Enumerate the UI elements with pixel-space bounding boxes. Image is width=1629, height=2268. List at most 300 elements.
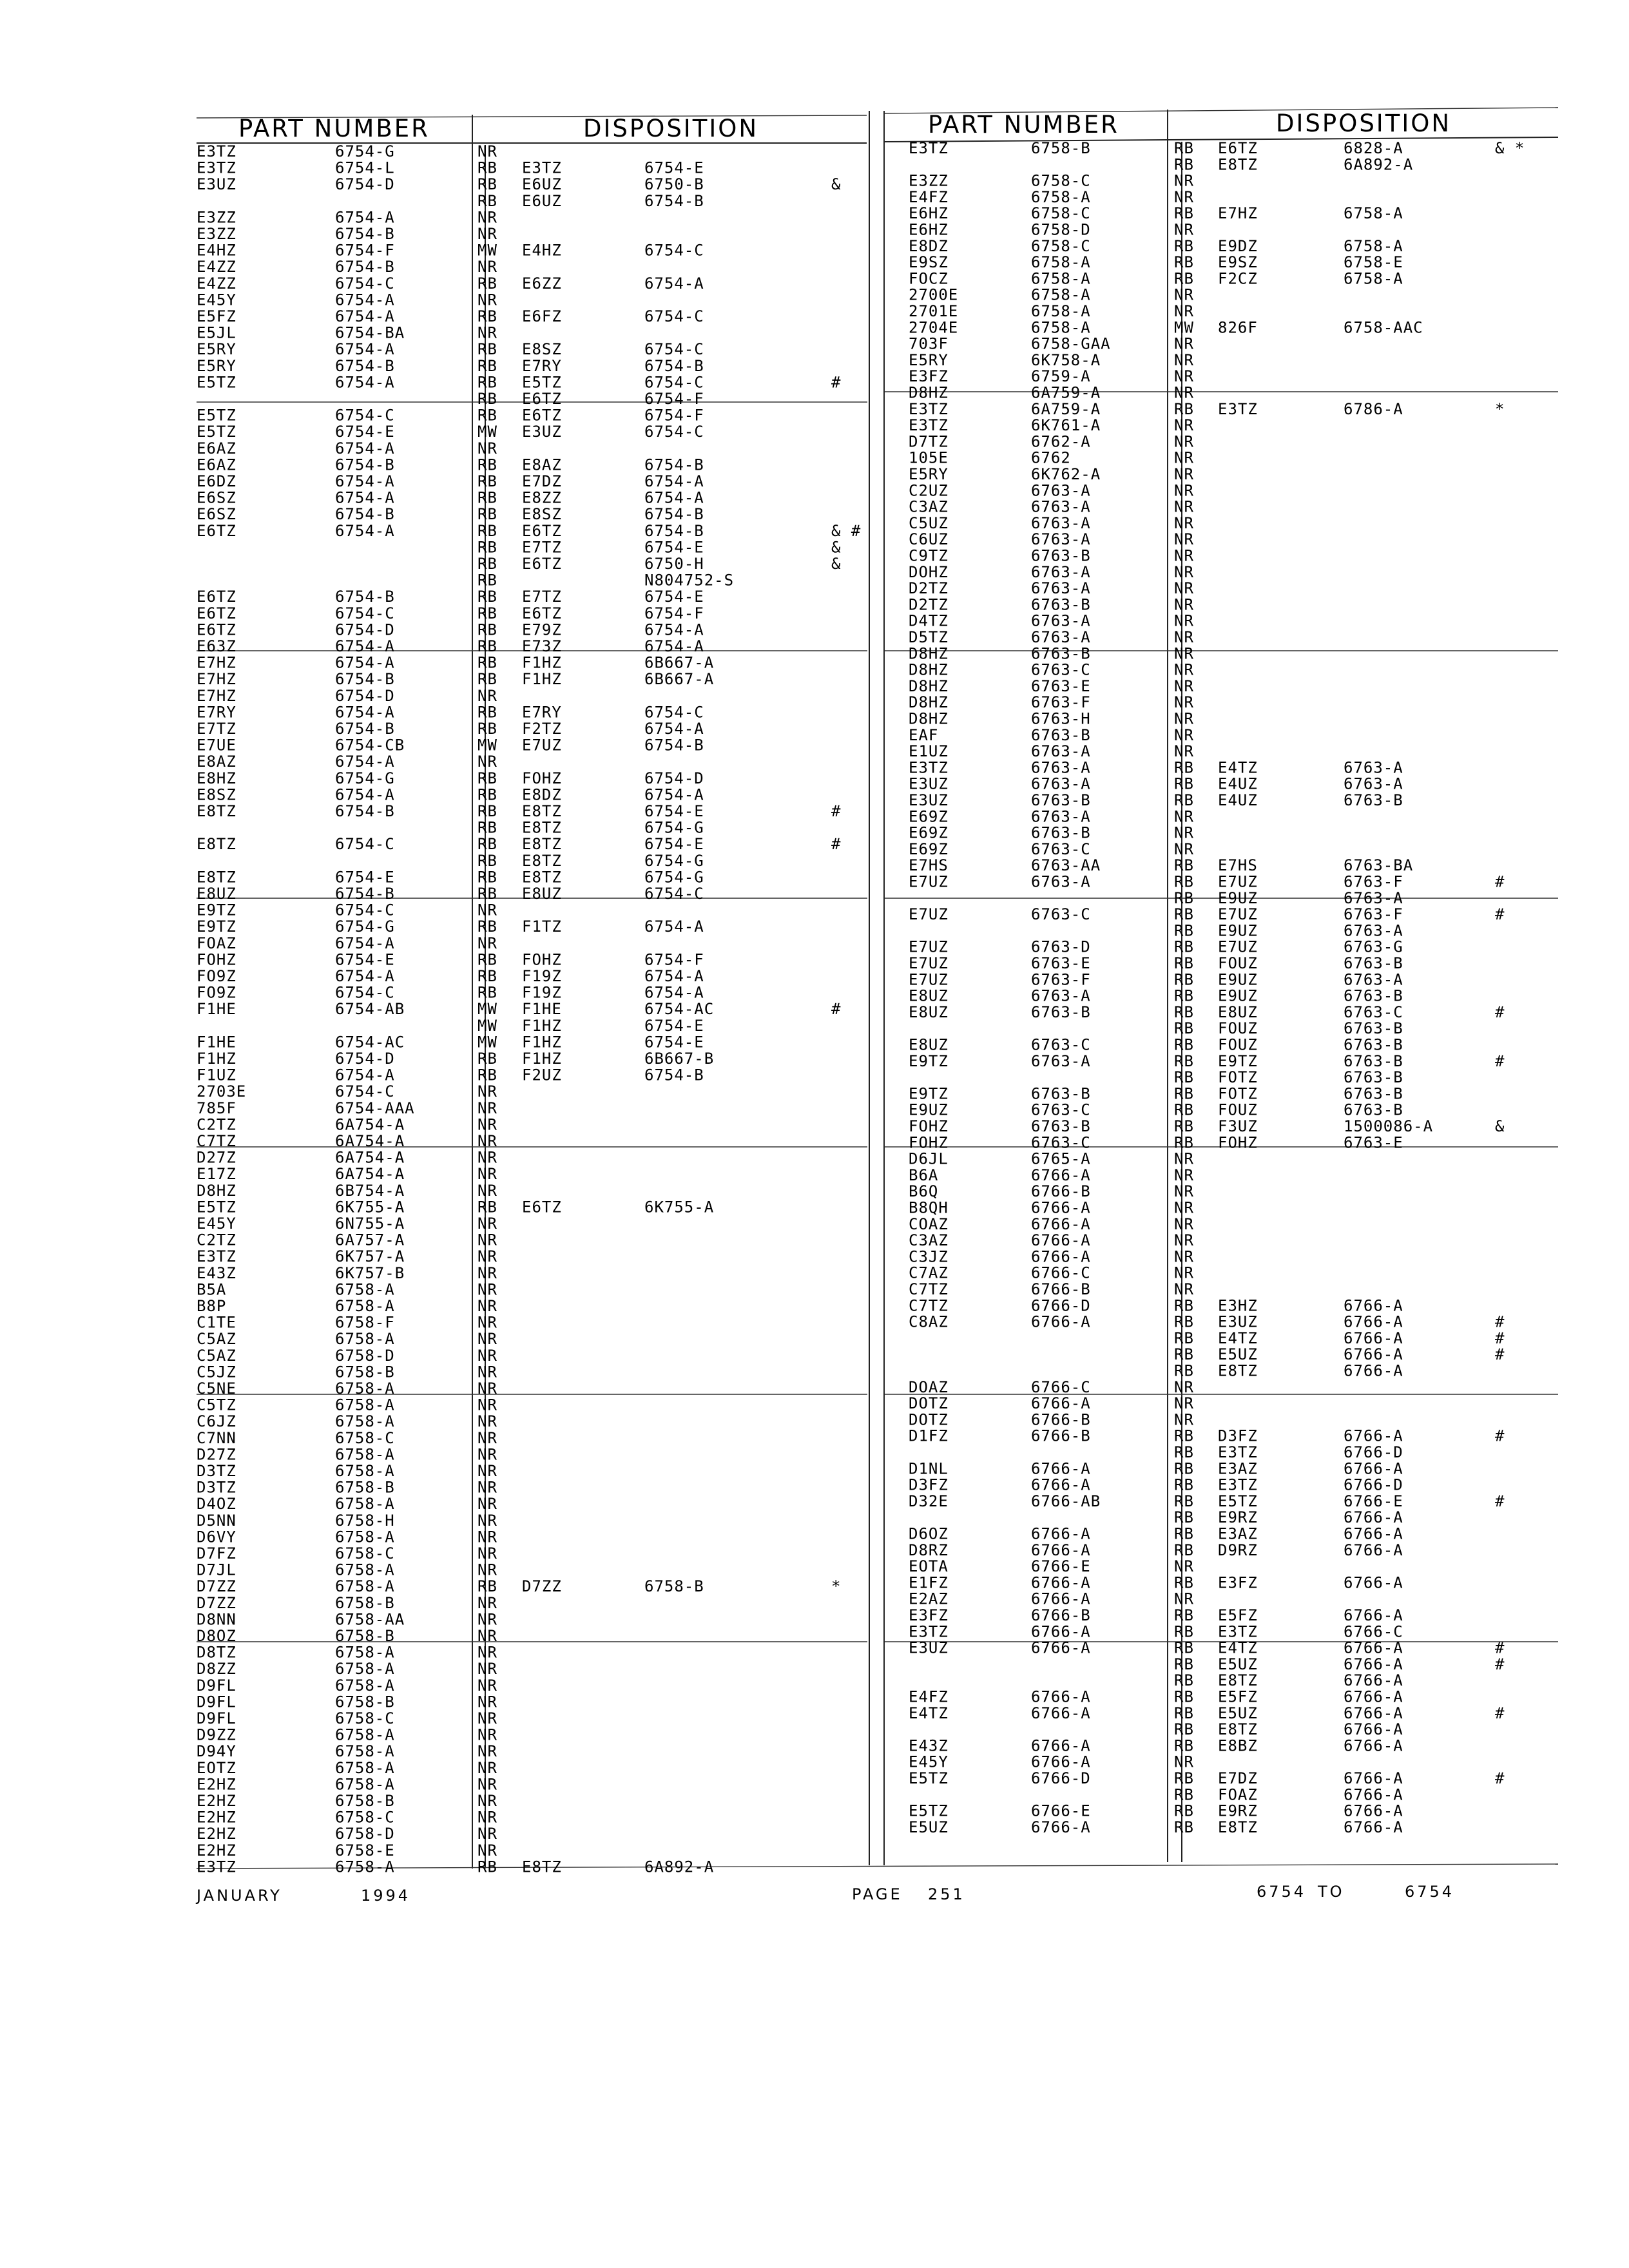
table-row: [1174, 155, 1413, 173]
replacement-base: 6754-B: [644, 356, 704, 375]
disposition-code: NR: [477, 1132, 497, 1150]
part-prefix: E3TZ: [197, 142, 236, 160]
replacement-base: 6754-F: [644, 604, 704, 622]
part-prefix: D4TZ: [909, 611, 949, 630]
replacement-base: 6K755-A: [644, 1198, 715, 1216]
note-flag: #: [1495, 1492, 1505, 1510]
table-row: [909, 1133, 1403, 1151]
replacement-base: 6754-A: [644, 720, 704, 738]
disposition-code: RB: [1174, 1769, 1194, 1787]
disposition-code: NR: [477, 1115, 497, 1134]
table-row: [197, 620, 704, 639]
disposition-code: NR: [477, 1148, 497, 1167]
disposition-code: NR: [477, 1511, 497, 1530]
disposition-code: NR: [477, 1462, 497, 1480]
disposition-code: NR: [477, 1412, 497, 1431]
part-base: 6K757-A: [335, 1247, 405, 1266]
replacement-base: 6754-E: [644, 538, 704, 557]
part-base: 6763-H: [1031, 709, 1091, 728]
part-base: 6766-A: [1031, 1475, 1091, 1494]
part-prefix: D9FL: [197, 1693, 236, 1711]
part-prefix: D3TZ: [197, 1478, 236, 1497]
disposition-code: NR: [1174, 1149, 1194, 1168]
part-base: 6763-A: [1031, 562, 1091, 581]
part-prefix: E3TZ: [909, 416, 949, 435]
part-prefix: C6UZ: [909, 530, 949, 549]
replacement-prefix: E7TZ: [522, 588, 562, 606]
replacement-prefix: E9RZ: [1218, 1508, 1258, 1527]
part-prefix: 785F: [197, 1099, 236, 1117]
disposition-code: NR: [477, 1841, 497, 1860]
disposition-code: RB: [1174, 1084, 1194, 1103]
table-row: [909, 1215, 1194, 1233]
part-base: 6754-D: [335, 620, 395, 639]
part-base: 6763-B: [1031, 1003, 1091, 1021]
disposition-code: NR: [1174, 807, 1194, 826]
part-base: 6763-A: [1031, 579, 1091, 598]
table-row: [197, 1165, 497, 1183]
disposition-code: NR: [1174, 432, 1194, 451]
disposition-code: NR: [477, 1379, 497, 1398]
table-row: [197, 1429, 497, 1447]
part-prefix: E8UZ: [197, 885, 236, 903]
table-row: [197, 785, 704, 803]
replacement-prefix: E3AZ: [1218, 1524, 1258, 1543]
part-prefix: E3FZ: [909, 1606, 949, 1624]
replacement-prefix: FOTZ: [1218, 1068, 1258, 1087]
part-prefix: E7UZ: [909, 970, 949, 989]
table-row: [197, 208, 497, 226]
part-prefix: D8HZ: [909, 709, 949, 728]
part-base: 6754-A: [335, 521, 395, 540]
part-prefix: C2TZ: [197, 1231, 236, 1249]
right-part-number-header: PART NUMBER: [928, 111, 1119, 139]
part-prefix: D6VY: [197, 1528, 236, 1546]
replacement-base: 6758-A: [1344, 236, 1403, 255]
replacement-base: 6754-A: [644, 918, 704, 936]
replacement-base: 6754-C: [644, 423, 704, 441]
part-prefix: FOAZ: [197, 934, 236, 952]
replacement-prefix: E5TZ: [1218, 1492, 1258, 1510]
part-prefix: E7TZ: [197, 720, 236, 738]
part-base: 6758-A: [335, 1561, 395, 1579]
table-row: [197, 984, 704, 1002]
disposition-code: NR: [1174, 644, 1194, 663]
disposition-code: NR: [477, 1297, 497, 1315]
part-prefix: E6DZ: [197, 472, 236, 490]
table-row: [197, 1726, 497, 1744]
replacement-prefix: F1HZ: [522, 1050, 562, 1068]
table-row: [197, 1841, 497, 1860]
part-prefix: E6TZ: [197, 604, 236, 622]
part-base: 6766-A: [1031, 1459, 1091, 1478]
part-prefix: D7FZ: [197, 1544, 236, 1562]
part-base: 6A754-A: [335, 1148, 405, 1167]
part-base: 6754-A: [335, 307, 395, 325]
part-prefix: E9TZ: [909, 1052, 949, 1070]
replacement-base: 6B667-A: [644, 653, 715, 672]
disposition-code: RB: [477, 720, 497, 738]
replacement-base: 6763-B: [1344, 1035, 1403, 1054]
part-prefix: C5UZ: [909, 514, 949, 532]
table-row: [909, 400, 1505, 418]
replacement-base: 6754-F: [644, 390, 704, 408]
table-row: [909, 335, 1194, 353]
table-row: [909, 579, 1194, 597]
part-base: 6A754-A: [335, 1115, 405, 1134]
part-base: 6763-B: [1031, 1084, 1091, 1103]
disposition-code: NR: [477, 1428, 497, 1447]
part-prefix: C5JZ: [197, 1363, 236, 1381]
replacement-base: 6766-A: [1344, 1524, 1403, 1543]
part-base: 6758-B: [335, 1693, 395, 1711]
table-row: [909, 840, 1194, 858]
table-row: [909, 1280, 1194, 1298]
table-row: [197, 934, 497, 952]
part-base: 6766-A: [1031, 1590, 1091, 1608]
replacement-base: 6763-F: [1344, 905, 1403, 924]
part-base: 6N755-A: [335, 1215, 405, 1233]
part-base: 6758-B: [1031, 139, 1091, 157]
part-prefix: B5A: [197, 1280, 227, 1299]
table-row: [909, 563, 1194, 581]
part-base: 6754-B: [335, 885, 395, 903]
table-row: [477, 819, 704, 837]
part-prefix: E45Y: [197, 291, 236, 309]
replacement-prefix: E8TZ: [1218, 1671, 1258, 1690]
note-flag: #: [831, 802, 842, 820]
disposition-code: NR: [477, 1264, 497, 1282]
replacement-prefix: E73Z: [522, 637, 562, 655]
replacement-base: 6754-B: [644, 456, 704, 474]
table-row: [909, 1541, 1403, 1559]
table-row: [909, 514, 1194, 532]
replacement-base: 6754-C: [644, 241, 704, 260]
disposition-code: NR: [477, 1363, 497, 1381]
table-row: [909, 1590, 1194, 1608]
table-row: [909, 612, 1194, 630]
table-row: [909, 1753, 1194, 1771]
part-prefix: E45Y: [909, 1753, 949, 1771]
replacement-base: 6754-E: [644, 1016, 704, 1035]
table-row: [909, 367, 1194, 385]
part-prefix: D8HZ: [909, 693, 949, 712]
disposition-code: RB: [1174, 1785, 1194, 1804]
table-row: [477, 192, 704, 210]
part-base: 6A757-A: [335, 1231, 405, 1249]
disposition-code: NR: [477, 1231, 497, 1249]
disposition-code: RB: [477, 1577, 497, 1596]
part-prefix: C5AZ: [197, 1346, 236, 1365]
disposition-code: NR: [1174, 1215, 1194, 1233]
part-base: 6754-C: [335, 835, 395, 854]
replacement-prefix: E8TZ: [522, 835, 562, 854]
disposition-code: RB: [1174, 1704, 1194, 1722]
table-row: [909, 1036, 1403, 1054]
disposition-code: NR: [477, 439, 497, 457]
replacement-base: 6766-D: [1344, 1475, 1403, 1494]
part-prefix: E5UZ: [909, 1818, 949, 1836]
replacement-prefix: E4UZ: [1218, 774, 1258, 793]
table-row: [909, 1818, 1403, 1836]
replacement-base: 6766-A: [1344, 1639, 1403, 1657]
disposition-code: RB: [1174, 1687, 1194, 1706]
disposition-code: NR: [1174, 1590, 1194, 1608]
part-prefix: E7RY: [197, 703, 236, 722]
part-prefix: D7ZZ: [197, 1593, 236, 1612]
replacement-base: 6754-E: [644, 802, 704, 820]
table-row: [197, 1594, 497, 1612]
table-row: [909, 758, 1403, 776]
replacement-base: 6763-BA: [1344, 856, 1414, 875]
replacement-prefix: D3FZ: [1218, 1427, 1258, 1445]
replacement-base: 6763-A: [1344, 758, 1403, 777]
left-disposition-header: DISPOSITION: [583, 115, 759, 142]
disposition-code: RB: [477, 918, 497, 936]
table-row: [1174, 1068, 1403, 1086]
part-prefix: E3UZ: [909, 791, 949, 809]
replacement-base: 6766-A: [1344, 1785, 1403, 1804]
table-row: [909, 905, 1505, 923]
disposition-code: RB: [477, 1858, 497, 1876]
part-prefix: E6TZ: [197, 588, 236, 606]
replacement-base: 6754-C: [644, 703, 704, 722]
disposition-code: NR: [1174, 1264, 1194, 1282]
part-base: 6763-A: [1031, 1052, 1091, 1070]
replacement-base: 6763-B: [1344, 1100, 1403, 1119]
replacement-prefix: E7UZ: [522, 736, 562, 754]
part-base: 6758-C: [1031, 171, 1091, 190]
replacement-base: 6763-A: [1344, 889, 1403, 907]
disposition-code: RB: [1174, 1508, 1194, 1527]
table-row: [909, 1247, 1194, 1265]
disposition-code: RB: [1174, 1524, 1194, 1543]
disposition-code: NR: [477, 686, 497, 705]
replacement-prefix: E8TZ: [1218, 155, 1258, 174]
part-base: 6766-A: [1031, 1541, 1091, 1559]
replacement-base: 6766-A: [1344, 1818, 1403, 1836]
table-row: [197, 654, 714, 672]
part-prefix: E9TZ: [909, 1084, 949, 1103]
part-base: 6758-B: [335, 1627, 395, 1645]
table-row: [909, 1704, 1505, 1722]
part-prefix: E3TZ: [909, 758, 949, 777]
disposition-code: RB: [477, 703, 497, 722]
part-prefix: D8ZZ: [197, 1660, 236, 1678]
part-prefix: D3TZ: [197, 1462, 236, 1480]
table-row: [1174, 1362, 1403, 1380]
disposition-code: MW: [1174, 318, 1194, 337]
disposition-code: NR: [477, 1181, 497, 1200]
table-row: [197, 1082, 497, 1100]
replacement-base: 6766-A: [1344, 1687, 1403, 1706]
part-prefix: E7HZ: [197, 670, 236, 689]
table-row: [1174, 1671, 1403, 1689]
disposition-code: NR: [477, 1215, 497, 1233]
table-row: [1174, 1785, 1403, 1803]
part-base: 6A759-A: [1031, 383, 1101, 402]
part-prefix: E6SZ: [197, 488, 236, 507]
part-base: 6754-AAA: [335, 1099, 415, 1117]
replacement-prefix: D7ZZ: [522, 1577, 562, 1596]
replacement-base: 6754-B: [644, 191, 704, 210]
disposition-code: NR: [1174, 367, 1194, 386]
part-base: 6758-A: [1031, 253, 1091, 272]
table-row: [197, 1445, 497, 1463]
part-base: 6766-B: [1031, 1280, 1091, 1298]
part-prefix: E3TZ: [197, 1858, 236, 1876]
part-prefix: D2TZ: [909, 595, 949, 614]
replacement-base: 6754-C: [644, 340, 704, 359]
replacement-base: 6766-A: [1344, 1427, 1403, 1445]
table-row: [909, 1394, 1194, 1412]
replacement-base: 6766-D: [1344, 1443, 1403, 1461]
replacement-prefix: E8UZ: [1218, 1003, 1258, 1021]
replacement-prefix: E7RY: [522, 703, 562, 722]
table-row: [1174, 1019, 1403, 1037]
part-base: 6754-E: [335, 423, 395, 441]
replacement-prefix: E9UZ: [1218, 921, 1258, 940]
table-row: [197, 274, 704, 293]
note-flag: #: [1495, 872, 1505, 891]
disposition-code: RB: [1174, 758, 1194, 777]
table-row: [909, 481, 1194, 499]
part-prefix: C5AZ: [197, 1330, 236, 1349]
replacement-base: 6754-E: [644, 835, 704, 854]
note-flag: #: [1495, 1345, 1505, 1364]
part-prefix: C8AZ: [909, 1312, 949, 1331]
replacement-prefix: E6TZ: [522, 604, 562, 622]
table-row: [197, 1759, 497, 1777]
replacement-base: 6763-A: [1344, 921, 1403, 940]
table-row: [197, 1544, 497, 1562]
replacement-prefix: E6ZZ: [522, 274, 562, 293]
disposition-code: RB: [1174, 970, 1194, 989]
part-prefix: E6HZ: [909, 220, 949, 239]
part-base: 6754-A: [335, 472, 395, 490]
disposition-code: NR: [477, 1478, 497, 1497]
replacement-prefix: E9TZ: [1218, 1052, 1258, 1070]
table-row: [197, 1149, 497, 1167]
part-prefix: E8TZ: [197, 868, 236, 887]
part-base: 6763-A: [1031, 872, 1091, 891]
replacement-prefix: E5FZ: [1218, 1687, 1258, 1706]
replacement-prefix: E4TZ: [1218, 758, 1258, 777]
table-row: [909, 628, 1194, 646]
table-row: [909, 824, 1194, 842]
table-row: [197, 456, 704, 474]
part-prefix: E4FZ: [909, 187, 949, 206]
part-base: 6K755-A: [335, 1198, 405, 1216]
part-prefix: E2AZ: [909, 1590, 949, 1608]
part-base: 6758-GAA: [1031, 334, 1111, 353]
part-base: 6766-E: [1031, 1557, 1091, 1576]
disposition-code: RB: [477, 967, 497, 985]
table-row: [909, 547, 1194, 565]
disposition-code: NR: [477, 1544, 497, 1562]
disposition-code: NR: [477, 1280, 497, 1299]
part-prefix: D9ZZ: [197, 1725, 236, 1744]
disposition-code: NR: [477, 1808, 497, 1827]
replacement-prefix: E6FZ: [522, 307, 562, 325]
part-base: 6766-A: [1031, 1818, 1091, 1836]
part-base: 6754-C: [335, 901, 395, 919]
disposition-code: RB: [477, 390, 497, 408]
disposition-code: NR: [1174, 693, 1194, 712]
replacement-prefix: E8DZ: [522, 785, 562, 804]
replacement-prefix: E3AZ: [1218, 1459, 1258, 1478]
part-base: 6763-A: [1031, 758, 1091, 777]
table-row: [197, 1280, 497, 1298]
table-row: [197, 1577, 841, 1595]
replacement-base: 6763-B: [1344, 791, 1403, 809]
table-row: [909, 775, 1403, 793]
disposition-code: RB: [1174, 1052, 1194, 1070]
part-prefix: E3UZ: [909, 774, 949, 793]
disposition-code: RB: [1174, 1818, 1194, 1836]
replacement-prefix: FOHZ: [522, 769, 562, 787]
part-base: 6766-E: [1031, 1802, 1091, 1820]
replacement-base: 6750-H: [644, 555, 704, 573]
part-base: 6758-C: [335, 1808, 395, 1827]
table-row: [197, 1462, 497, 1480]
disposition-code: RB: [477, 356, 497, 375]
disposition-code: RB: [477, 604, 497, 622]
part-base: 6766-AB: [1031, 1492, 1101, 1510]
table-row: [197, 357, 704, 375]
disposition-code: NR: [477, 934, 497, 952]
table-row: [909, 237, 1403, 255]
part-base: 6754-A: [335, 785, 395, 804]
disposition-code: RB: [477, 983, 497, 1002]
replacement-prefix: E8TZ: [522, 818, 562, 837]
replacement-base: 6750-B: [644, 175, 704, 194]
part-prefix: E63Z: [197, 637, 236, 655]
table-row: [197, 1115, 497, 1133]
part-base: 6763-E: [1031, 677, 1091, 695]
disposition-code: NR: [477, 1346, 497, 1365]
part-prefix: E1UZ: [909, 742, 949, 761]
part-prefix: C7TZ: [909, 1296, 949, 1315]
part-prefix: D1NL: [909, 1459, 949, 1478]
part-base: 6766-A: [1031, 1687, 1091, 1706]
part-base: 6758-B: [335, 1792, 395, 1810]
disposition-code: NR: [1174, 823, 1194, 842]
part-prefix: E3TZ: [197, 1247, 236, 1266]
table-row: [909, 873, 1505, 891]
part-prefix: FOHZ: [909, 1133, 949, 1152]
disposition-code: NR: [477, 1627, 497, 1645]
table-row: [197, 835, 841, 853]
replacement-prefix: E5UZ: [1218, 1655, 1258, 1673]
disposition-code: RB: [1174, 856, 1194, 875]
disposition-code: NR: [1174, 448, 1194, 467]
table-row: [909, 318, 1423, 336]
part-base: 6763-A: [1031, 530, 1091, 549]
part-prefix: D94Y: [197, 1742, 236, 1761]
table-row: [197, 1314, 497, 1332]
table-row: [197, 1627, 497, 1645]
part-prefix: DOTZ: [909, 1410, 949, 1429]
table-row: [197, 1363, 497, 1381]
footer-year: 1994: [361, 1887, 411, 1905]
part-prefix: E43Z: [909, 1736, 949, 1755]
note-flag: #: [1495, 1427, 1505, 1445]
part-base: 6754-A: [335, 934, 395, 952]
replacement-base: 6754-G: [644, 818, 704, 837]
table-row: [909, 1622, 1403, 1640]
disposition-code: NR: [1174, 1280, 1194, 1298]
